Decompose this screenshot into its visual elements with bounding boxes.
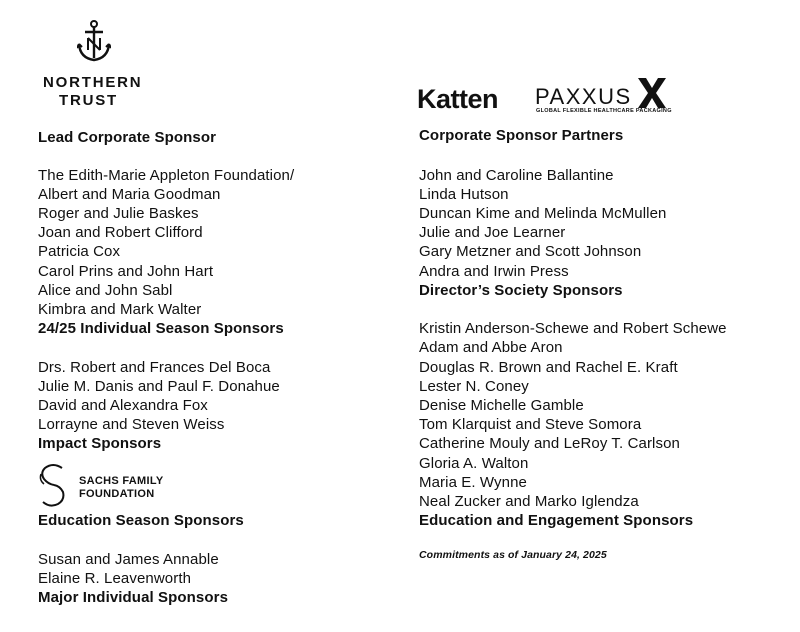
list-item: David and Alexandra Fox bbox=[38, 397, 208, 414]
list-item: Drs. Robert and Frances Del Boca bbox=[38, 359, 271, 376]
commitments-note: Commitments as of January 24, 2025 bbox=[419, 549, 607, 561]
list-item: Gloria A. Walton bbox=[419, 455, 529, 472]
lead-sponsor-heading: Lead Corporate Sponsor bbox=[38, 129, 217, 146]
sachs-logo-line2: FOUNDATION bbox=[79, 488, 155, 500]
corporate-partners-heading: Corporate Sponsor Partners bbox=[419, 127, 624, 144]
list-item: Denise Michelle Gamble bbox=[419, 397, 584, 414]
northern-trust-logo-line2: TRUST bbox=[59, 92, 118, 109]
list-item: Lester N. Coney bbox=[419, 378, 529, 395]
list-item: Douglas R. Brown and Rachel E. Kraft bbox=[419, 359, 678, 376]
list-item: Roger and Julie Baskes bbox=[38, 205, 199, 222]
list-item: Catherine Mouly and LeRoy T. Carlson bbox=[419, 435, 680, 452]
education-engagement-heading: Education and Engagement Sponsors bbox=[419, 512, 694, 529]
list-item: Maria E. Wynne bbox=[419, 474, 527, 491]
katten-logo: Katten bbox=[417, 84, 499, 114]
season-sponsors-heading: 24/25 Individual Season Sponsors bbox=[38, 320, 284, 337]
northern-trust-anchor-icon bbox=[77, 20, 111, 64]
list-item: Gary Metzner and Scott Johnson bbox=[419, 243, 642, 260]
northern-trust-logo-line1: NORTHERN bbox=[43, 74, 143, 91]
list-item: John and Caroline Ballantine bbox=[419, 167, 614, 184]
list-item: Andra and Irwin Press bbox=[419, 263, 569, 280]
sachs-family-foundation-s-icon bbox=[38, 462, 68, 508]
list-item: Susan and James Annable bbox=[38, 551, 219, 568]
list-item: Alice and John Sabl bbox=[38, 282, 173, 299]
paxxus-x-mark-icon bbox=[638, 78, 666, 108]
paxxus-logo: PAXXUS bbox=[535, 84, 632, 109]
education-season-heading: Education Season Sponsors bbox=[38, 512, 244, 529]
list-item: Lorrayne and Steven Weiss bbox=[38, 416, 225, 433]
list-item: Tom Klarquist and Steve Somora bbox=[419, 416, 642, 433]
list-item: Albert and Maria Goodman bbox=[38, 186, 221, 203]
list-item: Joan and Robert Clifford bbox=[38, 224, 203, 241]
list-item: Kristin Anderson-Schewe and Robert Schewe bbox=[419, 320, 727, 337]
list-item: Elaine R. Leavenworth bbox=[38, 570, 192, 587]
list-item: Neal Zucker and Marko Iglendza bbox=[419, 493, 639, 510]
list-item: Kimbra and Mark Walter bbox=[38, 301, 202, 318]
list-item: Duncan Kime and Melinda McMullen bbox=[419, 205, 667, 222]
list-item: Carol Prins and John Hart bbox=[38, 263, 214, 280]
sachs-logo-line1: SACHS FAMILY bbox=[79, 475, 164, 487]
major-sponsors-heading: Major Individual Sponsors bbox=[38, 589, 229, 606]
impact-sponsors-heading: Impact Sponsors bbox=[38, 435, 162, 452]
directors-society-heading: Director’s Society Sponsors bbox=[419, 282, 623, 299]
list-item: Julie M. Danis and Paul F. Donahue bbox=[38, 378, 280, 395]
list-item: Julie and Joe Learner bbox=[419, 224, 566, 241]
list-item: Linda Hutson bbox=[419, 186, 509, 203]
list-item: Patricia Cox bbox=[38, 243, 121, 260]
list-item: Adam and Abbe Aron bbox=[419, 339, 563, 356]
list-item: The Edith-Marie Appleton Foundation/ bbox=[38, 167, 295, 184]
paxxus-tagline: GLOBAL FLEXIBLE HEALTHCARE PACKAGING bbox=[536, 108, 672, 114]
